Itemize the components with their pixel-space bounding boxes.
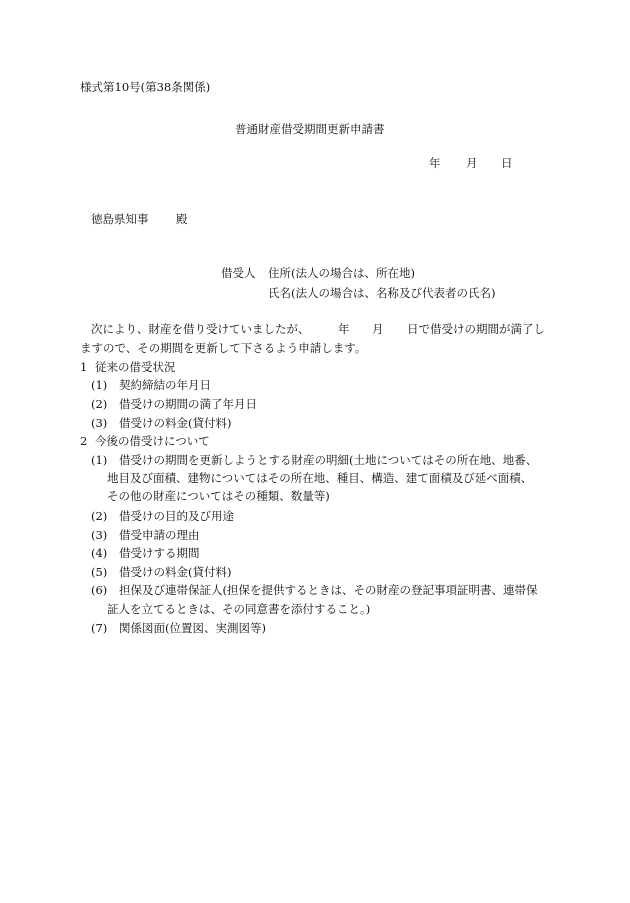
intro-text-line2: ますので、その期間を更新して下さるよう申請します。	[80, 341, 367, 355]
section2-item-7-text: 関係図面(位置図、実測図等)	[119, 621, 266, 635]
intro-text-part1: 次により、財産を借り受けていましたが、	[91, 322, 310, 336]
section2-item-1-line-3: その他の財産についてはその種類、数量等)	[107, 489, 330, 503]
section1-item-3-text: 借受けの料金(貸付料)	[119, 416, 232, 430]
section2-item-5-number: (5)	[91, 565, 108, 579]
section2-item-6	[91, 585, 537, 597]
section1-title: 従来の借受状況	[95, 360, 176, 374]
date-month-label: 月	[466, 156, 478, 170]
applicant-name: 氏名(法人の場合は、名称及び代表者の氏名)	[268, 286, 496, 300]
section2-item-5-text: 借受けの料金(貸付料)	[119, 565, 232, 579]
section2-item-2	[91, 511, 234, 523]
intro-month-label: 月	[372, 322, 384, 336]
section1-item-3	[91, 418, 231, 430]
section2-item-2-text: 借受けの目的及び用途	[119, 509, 234, 523]
section1-item-1	[91, 380, 211, 392]
section1-heading	[80, 362, 176, 374]
section2-item-4-text: 借受けする期間	[119, 546, 200, 560]
section2-item-1	[91, 455, 537, 467]
document-title: 普通財産借受期間更新申請書	[235, 122, 385, 136]
applicant-address: 住所(法人の場合は、所在地)	[268, 266, 415, 280]
section1-item-1-text: 契約締結の年月日	[119, 378, 211, 392]
section1-item-2-text: 借受けの期間の満了年月日	[119, 397, 257, 411]
form-number: 様式第10号(第38条関係)	[80, 80, 211, 94]
applicant-label: 借受人	[221, 266, 256, 280]
section2-item-3-number: (3)	[91, 528, 108, 542]
section2-item-6-line-1: 担保及び連帯保証人(担保を提供するときは、その財産の登記事項証明書、連帯保	[119, 583, 538, 597]
section2-title: 今後の借受けについて	[95, 434, 210, 448]
section2-item-3-text: 借受申請の理由	[119, 528, 200, 542]
section2-item-7-number: (7)	[91, 621, 108, 635]
intro-year-label: 年	[338, 322, 350, 336]
section2-item-3	[91, 530, 200, 542]
section2-item-7	[91, 623, 266, 635]
section2-item-6-line-2: 証人を立てるときは、その同意書を添付すること。)	[107, 602, 371, 616]
section2-item-1-line-1: 借受けの期間を更新しようとする財産の明細(土地についてはその所在地、地番、	[119, 453, 538, 467]
section1-number: 1	[80, 360, 88, 374]
intro-text-part2: 日で借受けの期間が満了し	[407, 322, 545, 336]
addressee-name: 徳島県知事	[91, 212, 149, 226]
section2-heading	[80, 436, 210, 448]
section2-item-2-number: (2)	[91, 509, 108, 523]
section2-number: 2	[80, 434, 88, 448]
section2-item-6-number: (6)	[91, 583, 108, 597]
section1-item-2	[91, 399, 257, 411]
section1-item-2-number: (2)	[91, 397, 108, 411]
section2-item-5	[91, 567, 231, 579]
section1-item-1-number: (1)	[91, 378, 108, 392]
section2-item-4-number: (4)	[91, 546, 108, 560]
section2-item-4	[91, 548, 200, 560]
section2-item-1-number: (1)	[91, 453, 108, 467]
date-year-label: 年	[429, 156, 441, 170]
addressee-honorific: 殿	[176, 212, 188, 226]
section2-item-1-line-2: 地目及び面積、建物についてはその所在地、種目、構造、建て面積及び延べ面積、	[107, 471, 533, 485]
date-day-label: 日	[501, 156, 513, 170]
section1-item-3-number: (3)	[91, 416, 108, 430]
